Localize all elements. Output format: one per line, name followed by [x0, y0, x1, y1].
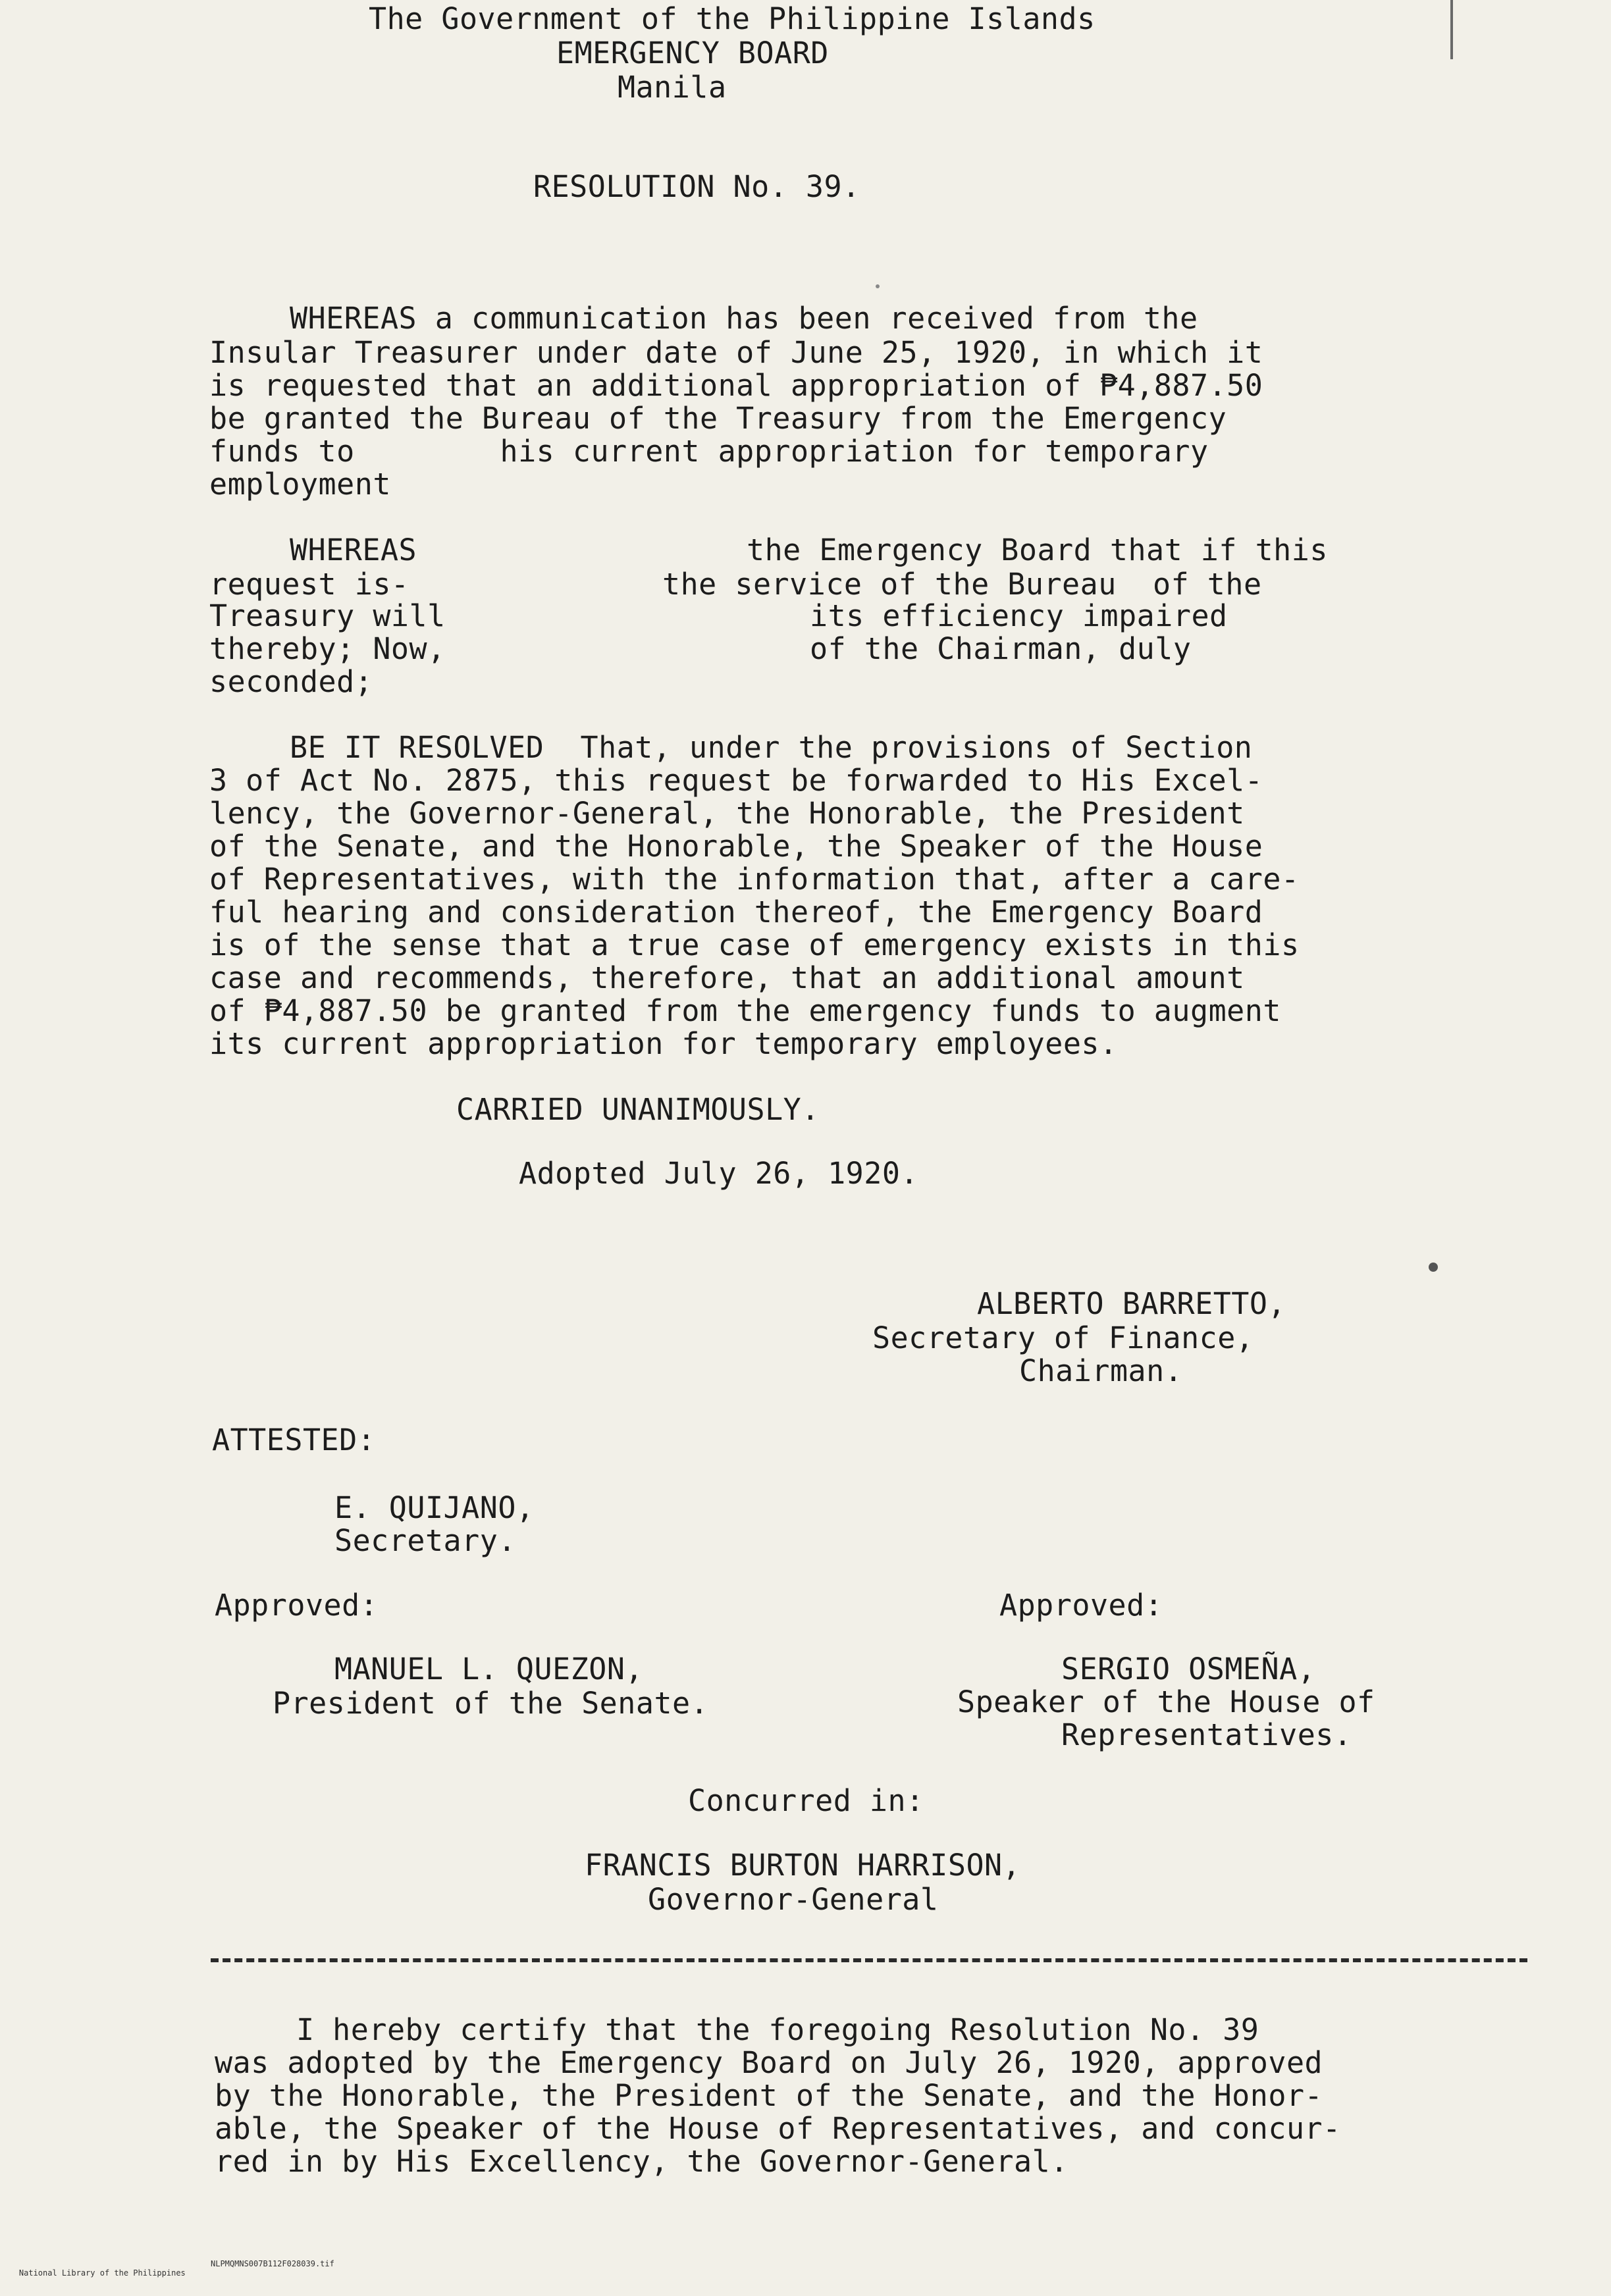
- dashed-divider: [211, 1958, 1527, 1962]
- whereas2-left-line: WHEREAS: [290, 533, 417, 567]
- whereas2-left-line: Treasury will: [209, 598, 446, 633]
- whereas2-right-line: its efficiency impaired: [810, 598, 1228, 633]
- margin-mark: [1450, 0, 1453, 59]
- chairman-name: ALBERTO BARRETTO,: [977, 1286, 1286, 1321]
- whereas1-line: WHEREAS a communication has been received from the: [290, 301, 1198, 336]
- approved-right-label: Approved:: [999, 1588, 1163, 1623]
- house-speaker-title: Speaker of the House of: [957, 1684, 1375, 1719]
- whereas1-line: Insular Treasurer under date of June 25, 1920, in which it: [209, 335, 1263, 370]
- resolved-line: of the Senate, and the Honorable, the Speaker of the House: [209, 829, 1263, 864]
- whereas2-right-line: the service of the Bureau of the: [662, 567, 1262, 602]
- certify-line: was adopted by the Emergency Board on July 26, 1920, approved: [215, 2045, 1323, 2080]
- chairman-role: Chairman.: [1019, 1353, 1183, 1388]
- resolved-line: case and recommends, therefore, that an additional amount: [209, 960, 1245, 995]
- whereas2-left-line: seconded;: [209, 664, 373, 699]
- senate-president-title: President of the Senate.: [273, 1686, 709, 1721]
- resolved-line: is of the sense that a true case of emergency exists in this: [209, 927, 1300, 962]
- library-credit: National Library of the Philippines: [18, 2268, 186, 2278]
- whereas1-line: is requested that an additional appropriation of ₱4,887.50: [209, 368, 1263, 403]
- certify-line: I hereby certify that the foregoing Resolution No. 39: [296, 2012, 1259, 2047]
- resolved-line: of Representatives, with the information that, after a care-: [209, 862, 1300, 897]
- scan-filename: NLPMQMNS007B112F028039.tif: [211, 2259, 334, 2268]
- certify-line: able, the Speaker of the House of Representatives, and concur-: [215, 2111, 1341, 2146]
- whereas2-right-line: of the Chairman, duly: [810, 631, 1192, 666]
- governor-general-title: Governor-General: [648, 1882, 939, 1917]
- approved-left-label: Approved:: [215, 1588, 379, 1623]
- ink-speck: [1429, 1263, 1438, 1272]
- secretary-title: Secretary.: [334, 1523, 516, 1558]
- header-city: Manila: [618, 70, 727, 105]
- resolved-line: ful hearing and consideration thereof, the Emergency Board: [209, 895, 1263, 929]
- header-board: EMERGENCY BOARD: [556, 36, 829, 70]
- carried-unanimously: CARRIED UNANIMOUSLY.: [456, 1092, 820, 1127]
- concurred-label: Concurred in:: [688, 1783, 924, 1818]
- resolved-line: 3 of Act No. 2875, this request be forwarded to His Excel-: [209, 763, 1263, 798]
- certify-line: by the Honorable, the President of the Senate, and the Honor-: [215, 2078, 1323, 2113]
- resolution-title: RESOLUTION No. 39.: [533, 169, 860, 204]
- governor-general-name: FRANCIS BURTON HARRISON,: [585, 1848, 1021, 1883]
- ink-speck: [876, 284, 880, 288]
- chairman-title: Secretary of Finance,: [872, 1320, 1254, 1355]
- header-government: The Government of the Philippine Islands: [369, 1, 1096, 36]
- attested-label: ATTESTED:: [212, 1422, 376, 1457]
- resolved-line: of ₱4,887.50 be granted from the emergency funds to augment: [209, 993, 1281, 1028]
- whereas1-line: employment: [209, 467, 391, 502]
- resolved-line: BE IT RESOLVED That, under the provisions of Section: [290, 730, 1253, 765]
- resolved-line: its current appropriation for temporary employees.: [209, 1026, 1118, 1061]
- adopted-date: Adopted July 26, 1920.: [519, 1156, 919, 1191]
- certify-line: red in by His Excellency, the Governor-General.: [215, 2144, 1069, 2179]
- whereas2-left-line: thereby; Now,: [209, 631, 446, 666]
- house-speaker-name: SERGIO OSMEÑA,: [1061, 1652, 1316, 1686]
- whereas1-line: be granted the Bureau of the Treasury from the Emergency: [209, 401, 1227, 436]
- resolved-line: lency, the Governor-General, the Honorable, the President: [209, 796, 1245, 831]
- scan-footer: [0, 2259, 334, 2296]
- senate-president-name: MANUEL L. QUEZON,: [334, 1652, 644, 1686]
- house-speaker-title-2: Representatives.: [1061, 1717, 1352, 1752]
- whereas1-line: funds to his current appropriation for temporary: [209, 434, 1209, 469]
- secretary-name: E. QUIJANO,: [334, 1490, 535, 1525]
- whereas2-left-line: request is-: [209, 567, 409, 602]
- whereas2-right-line: the Emergency Board that if this: [747, 533, 1328, 567]
